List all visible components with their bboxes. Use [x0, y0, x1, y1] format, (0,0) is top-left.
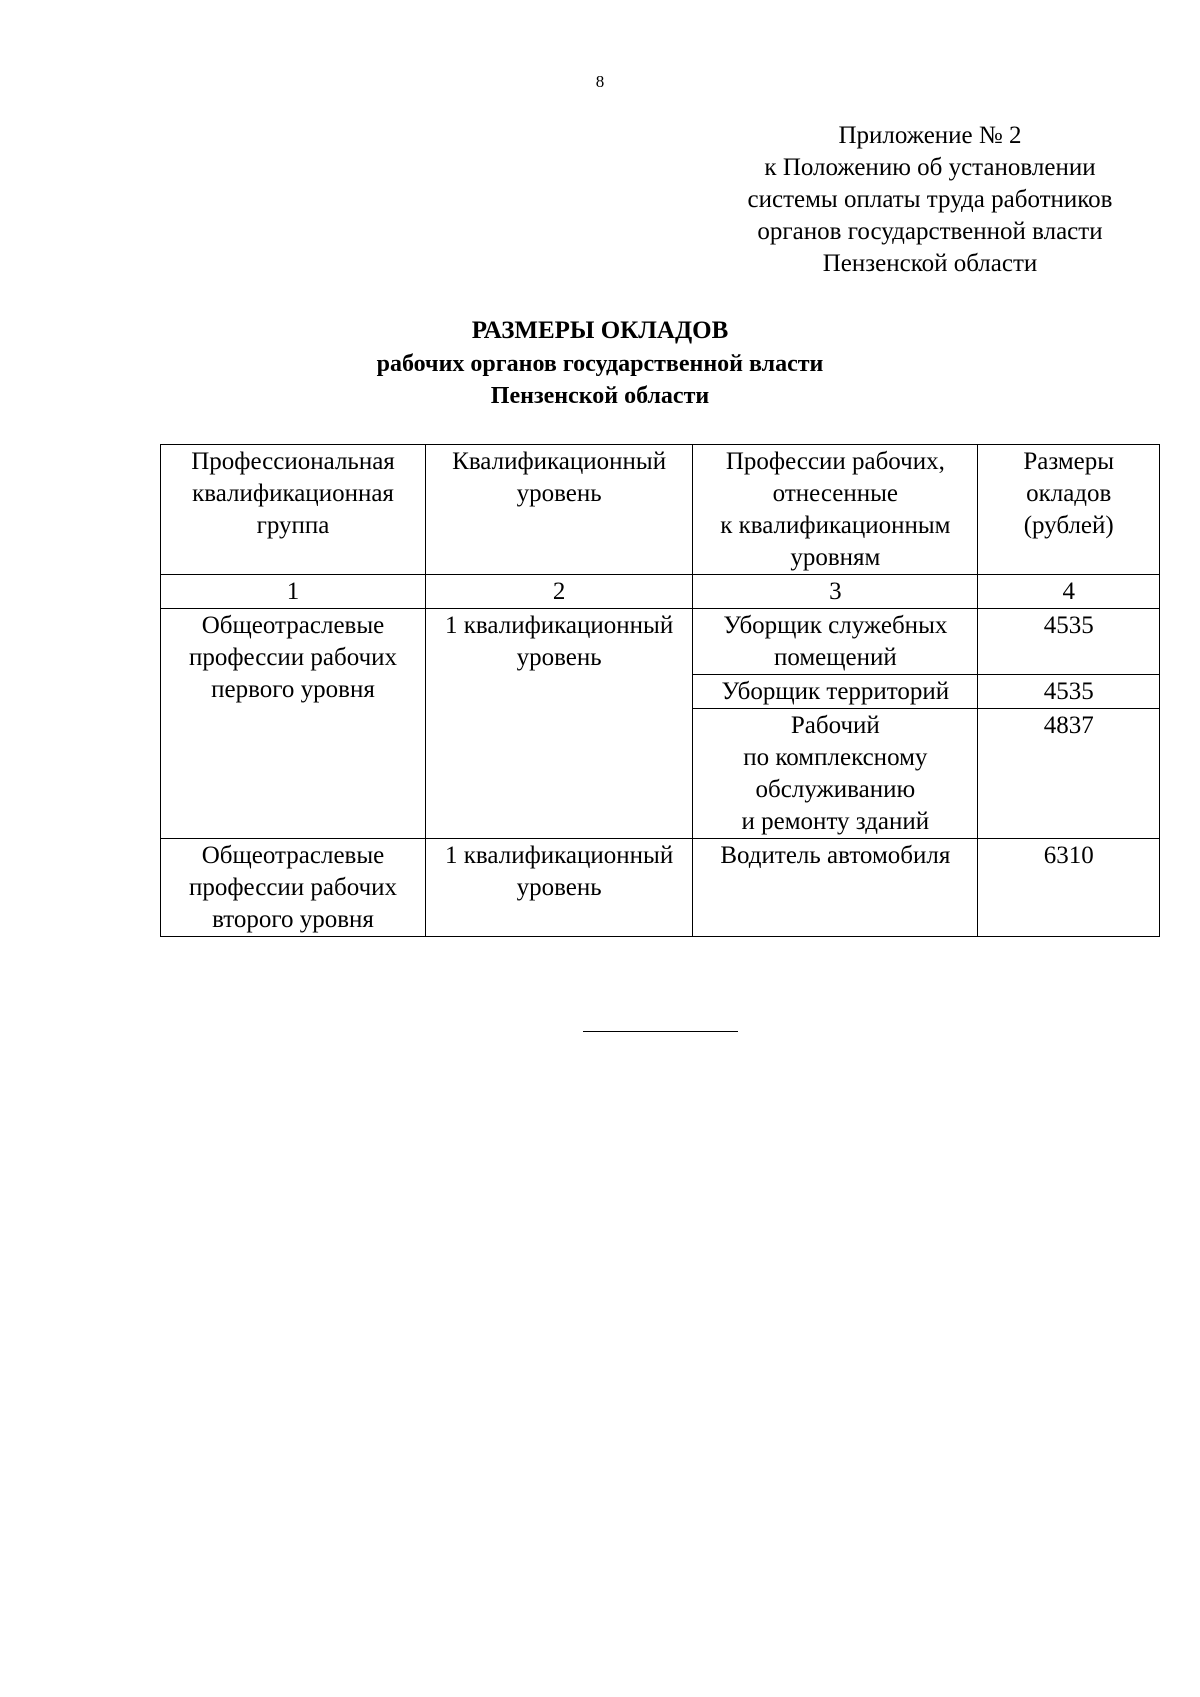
title-line-2: рабочих органов государственной власти — [376, 351, 824, 377]
document-title — [0, 314, 1200, 412]
header-text: окладов — [1026, 480, 1112, 507]
group-text: второго уровня — [212, 906, 374, 933]
level-text: 1 квалификационный — [445, 612, 674, 639]
table-row — [161, 609, 1160, 675]
column-number: 2 — [426, 575, 693, 609]
annex-line: органов государственной власти — [757, 218, 1103, 245]
header-cell-group — [161, 445, 426, 575]
column-number: 1 — [161, 575, 426, 609]
profession-text: помещений — [773, 644, 897, 671]
header-text: к квалификационным — [720, 512, 951, 539]
page-number: 8 — [595, 72, 605, 91]
header-cell-salary — [978, 445, 1160, 575]
annex-line: к Положению об установлении — [764, 154, 1096, 181]
profession-text: Рабочий — [790, 712, 880, 739]
column-number: 4 — [978, 575, 1160, 609]
header-text: уровням — [790, 544, 881, 571]
group-text: Общеотраслевые — [201, 842, 385, 869]
header-text: (рублей) — [1023, 512, 1114, 539]
closing-divider — [583, 1031, 738, 1032]
profession-text: и ремонту зданий — [741, 808, 930, 835]
column-number: 3 — [693, 575, 978, 609]
profession-text: Уборщик служебных — [723, 612, 948, 639]
header-text: Профессии рабочих, — [725, 448, 945, 475]
header-text: уровень — [516, 480, 602, 507]
profession-cell — [693, 839, 978, 937]
profession-text: обслуживанию — [755, 776, 916, 803]
salary-cell: 4837 — [978, 709, 1160, 839]
annex-line: Пензенской области — [822, 250, 1038, 277]
table-row — [161, 839, 1160, 937]
group-text: Общеотраслевые — [201, 612, 385, 639]
header-text: Квалификационный — [452, 448, 667, 475]
header-text: отнесенные — [772, 480, 899, 507]
group-text: первого уровня — [211, 676, 375, 703]
profession-text: по комплексному — [743, 744, 928, 771]
profession-cell — [693, 609, 978, 675]
profession-text: Уборщик территорий — [721, 678, 950, 705]
level-text: уровень — [516, 874, 602, 901]
header-text: квалификационная — [192, 480, 394, 507]
header-cell-level — [426, 445, 693, 575]
title-line-3: Пензенской области — [490, 383, 710, 409]
annex-line: Приложение № 2 — [838, 122, 1022, 149]
group-text: профессии рабочих — [188, 874, 398, 901]
profession-text: Водитель автомобиля — [720, 842, 951, 869]
column-number-row — [161, 575, 1160, 609]
table-header-row — [161, 445, 1160, 575]
level-text: 1 квалификационный — [445, 842, 674, 869]
salary-cell: 4535 — [978, 609, 1160, 675]
salary-cell: 4535 — [978, 675, 1160, 709]
group-cell — [161, 609, 426, 839]
level-text: уровень — [516, 644, 602, 671]
profession-cell — [693, 709, 978, 839]
group-cell — [161, 839, 426, 937]
profession-cell — [693, 675, 978, 709]
header-text: Профессиональная — [191, 448, 395, 475]
annex-reference — [710, 120, 1150, 280]
salary-table — [160, 444, 1160, 937]
level-cell — [426, 609, 693, 839]
title-main: РАЗМЕРЫ ОКЛАДОВ — [471, 317, 729, 344]
annex-line: системы оплаты труда работников — [747, 186, 1113, 213]
level-cell — [426, 839, 693, 937]
header-text: группа — [256, 512, 330, 539]
header-cell-professions — [693, 445, 978, 575]
salary-cell: 6310 — [978, 839, 1160, 937]
group-text: профессии рабочих — [188, 644, 398, 671]
header-text: Размеры — [1023, 448, 1115, 475]
